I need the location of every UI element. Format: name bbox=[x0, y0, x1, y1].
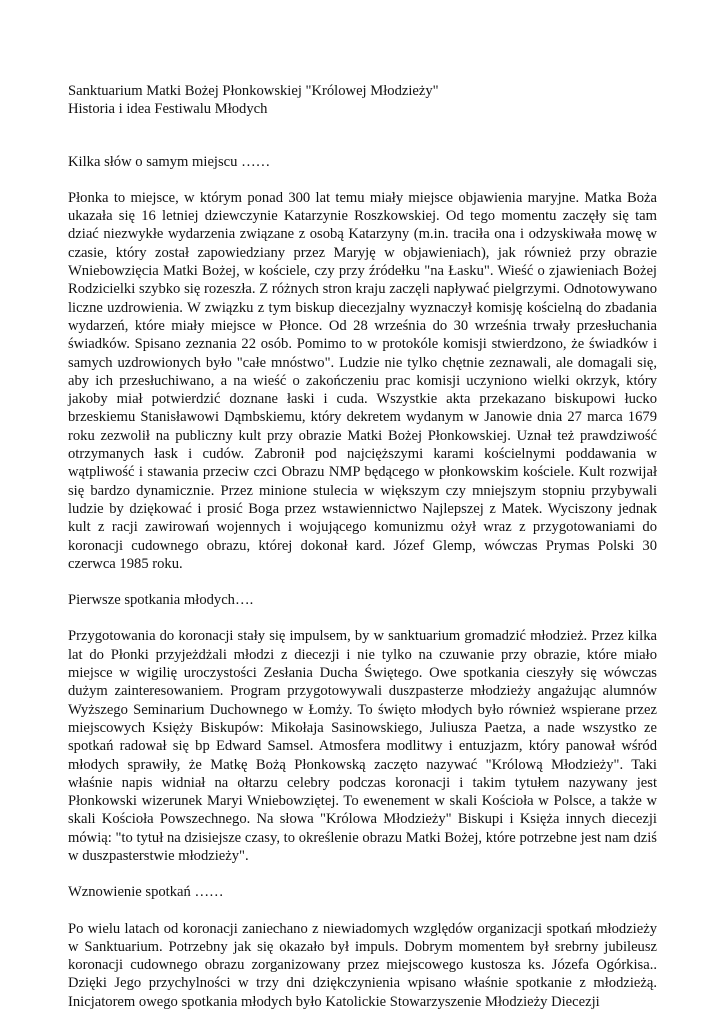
document-title: Sanktuarium Matki Bożej Płonkowskiej "Królowej Młodzieży" bbox=[68, 83, 439, 99]
section-body-place: Płonka to miejsce, w którym ponad 300 lat temu miały miejsce objawienia maryjne. Matka Boża ukazała się 16 letniej dziewczynie Katarzynie Roszkowskiej. Od tego momentu zaczęły się tam dziać niezwykłe wydarzenia związane z osobą Katarzyny (m.in. traciła ona i odzyskiwała mowę w czasie, który został zapowiedziany przez Maryję w objawieniach), jak również przy obrazie Wniebowzięcia Matki Bożej, w kościele, czy przy źródełku "na Łasku". Wieść o zjawieniach Bożej Rodzicielki szybko się rozeszła. Z różnych stron kraju zaczęli napływać pielgrzymi. Odnotowywano liczne uzdrowienia. W związku z tym biskup diecezjalny wyznaczył komisję kościelną do zbadania wydarzeń, które miały miejsce w Płonce. Od 28 września do 30 września trwały przesłuchania świadków. Spisano zeznania 22 osób. Pomimo to w protokóle komisji stwierdzono, że świadków i samych uzdrowionych było "całe mnóstwo". Ludzie nie tylko chętnie zeznawali, ale domagali się, aby ich przesłuchiwano, a na wieść o zakończeniu prac komisji uczyniono wielki okrzyk, który jakoby miał potwierdzić doznane łaski i cuda. Wszystkie akta przekazano biskupowi łucko brzeskiemu Stanisławowi Dąmbskiemu, który dekretem wydanym w Janowie dnia 27 marca 1679 roku zezwolił na publiczny kult przy obrazie Matki Bożej Płonkowskiej. Uznał też prawdziwość otrzymanych łask i cudów. Zabronił pod najcięższymi karami kościelnymi poddawania w wątpliwość i stawania przeciw czci Obrazu NMP będącego w płonkowskim kościele. Kult rozwijał się bardzo dynamicznie. Przez minione stulecia w większym czy mniejszym stopniu przybywali ludzie by dziękować i prosić Boga przez wstawiennictwo Najlepszej z Matek. Wyciszony jednak kult z racji zawirowań wojennych i wojującego komunizmu ożył wraz z przygotowaniami do koronacji cudownego obrazu, której dokonał kard. Józef Glemp, wówczas Prymas Polski 30 czerwca 1985 roku. bbox=[68, 189, 657, 572]
section-heading-resumption: Wznowienie spotkań …… bbox=[68, 884, 224, 901]
document-title-block bbox=[68, 82, 657, 119]
document-page bbox=[68, 82, 657, 1011]
section-body-first-meetings: Przygotowania do koronacji stały się impulsem, by w sanktuarium gromadzić młodzież. Przez kilka lat do Płonki przyjeżdżali młodzi z diecezji i nie tylko na czuwanie przy obrazie, które miało miejsce w wigilię uroczystości Zesłania Ducha Świętego. Owe spotkania cieszyły się wówczas dużym zainteresowaniem. Program przygotowywali duszpasterze młodzieży angażując alumnów Wyższego Seminarium Duchownego w Łomży. To święto młodych było również wspierane przez miejscowych Księży Biskupów: Mikołaja Sasinowskiego, Juliusza Paetza, a nade wszystko ze spotkań radował się bp Edward Samsel. Atmosfera modlitwy i entuzjazm, który panował wśród młodych sprawiły, że Matkę Bożą Płonkowską zaczęto nazywać "Królową Młodzieży". Taki właśnie napis widniał na ołtarzu celebry podczas koronacji i takim tytułem nazywany jest Płonkowski wizerunek Maryi Wniebowziętej. To ewenement w skali Kościoła w Polsce, a także w skali Kościoła Powszechnego. Na słowa "Królowa Młodzieży" Biskupi i Księża innych diecezji mówią: "to tytuł na dzisiejsze czasy, to określenie obrazu Matki Bożej, które potrzebne jest nam dziś w duszpasterstwie młodzieży". bbox=[68, 628, 657, 864]
section-body-resumption: Po wielu latach od koronacji zaniechano z niewiadomych względów organizacji spotkań młodzieży w Sanktuarium. Potrzebny jak się okazało był impuls. Dobrym momentem był srebrny jubileusz koronacji cudownego obrazu zorganizowany przez miejscowego kustosza ks. Józefa Ogórkisa.. Dzięki Jego przychylności w trzy dni dziękczynienia wpisano właśnie spotkanie z młodzieżą. Inicjatorem owego spotkania młodych było Katolickie Stowarzyszenie Młodzieży Diecezji bbox=[68, 920, 657, 1010]
section-heading-first-meetings: Pierwsze spotkania młodych…. bbox=[68, 592, 254, 609]
document-subtitle: Historia i idea Festiwalu Młodych bbox=[68, 101, 268, 118]
section-heading-place: Kilka słów o samym miejscu …… bbox=[68, 153, 271, 170]
